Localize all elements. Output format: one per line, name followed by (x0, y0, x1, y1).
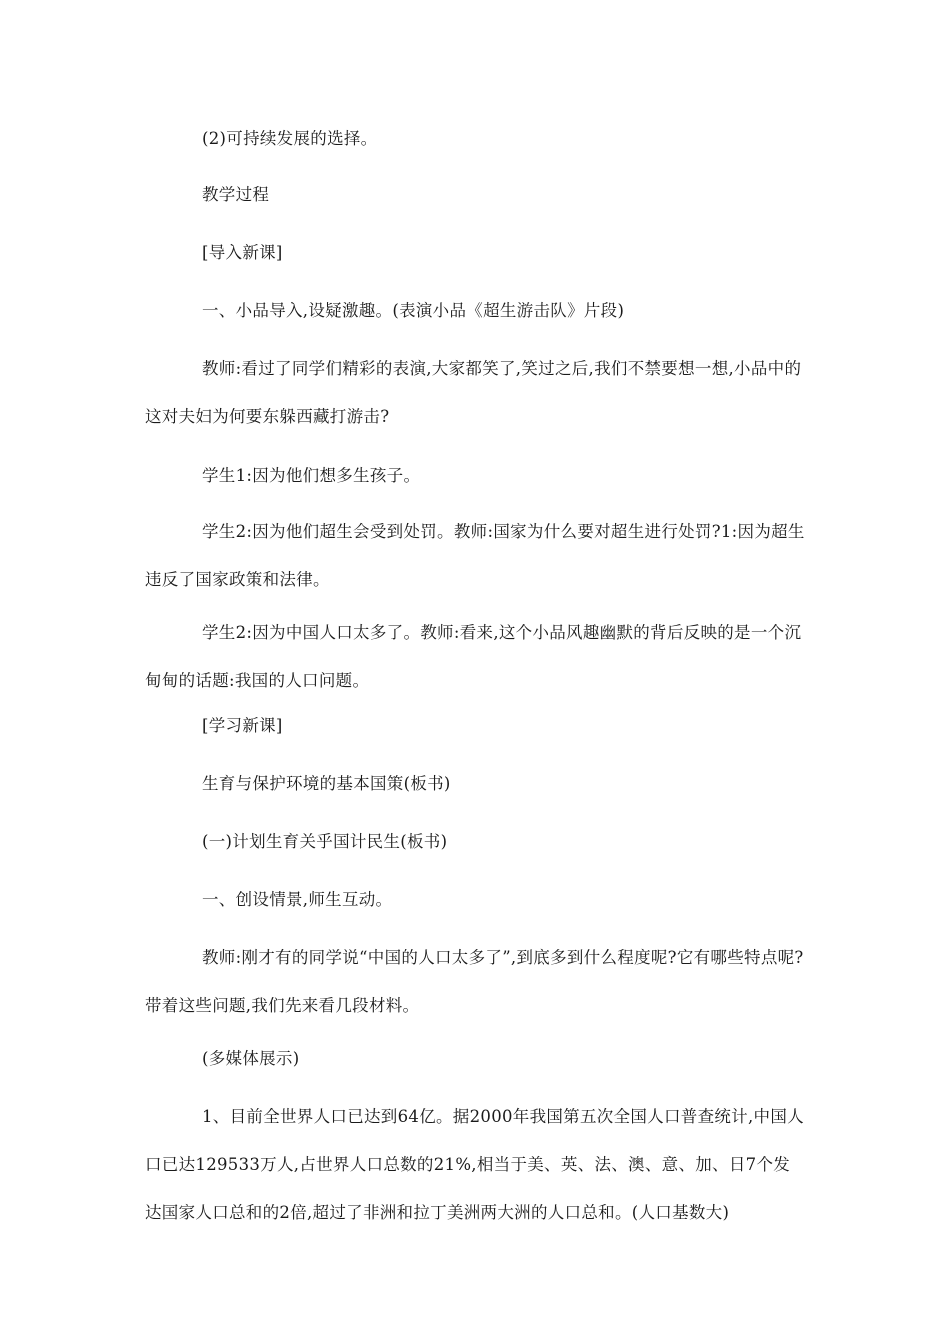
paragraph: 一、小品导入,设疑激趣。(表演小品《超生游击队》片段) (202, 301, 625, 320)
paragraph: (2)可持续发展的选择。 (202, 129, 378, 148)
paragraph: (多媒体展示) (202, 1049, 300, 1068)
section-heading: 教学过程 (202, 185, 270, 204)
paragraph: 学生1:因为他们想多生孩子。 (202, 466, 421, 485)
paragraph: 1、目前全世界人口已达到64亿。据2000年我国第五次全国人口普查统计,中国人口已达129533万人,占世界人口总数的21%,相当于美、英、法、澳、意、加、日7个发达国家人口总和的2倍,超过了非洲和拉丁美洲两大洲的人口总和。(人口基数大) (145, 1107, 804, 1222)
paragraph: 教师:刚才有的同学说“中国的人口太多了”,到底多到什么程度呢?它有哪些特点呢?带着这些问题,我们先来看几段材料。 (145, 948, 804, 1015)
paragraph: 学生2:因为他们超生会受到处罚。教师:国家为什么要对超生进行处罚?1:因为超生违反了国家政策和法律。 (145, 522, 805, 589)
paragraph: 一、创设情景,师生互动。 (202, 890, 393, 909)
section-heading: [学习新课] (202, 716, 283, 735)
board-heading: (一)计划生育关乎国计民生(板书) (202, 832, 448, 851)
paragraph: 学生2:因为中国人口太多了。教师:看来,这个小品风趣幽默的背后反映的是一个沉甸甸的话题:我国的人口问题。 (145, 623, 802, 690)
paragraph: 教师:看过了同学们精彩的表演,大家都笑了,笑过之后,我们不禁要想一想,小品中的这对夫妇为何要东躲西藏打游击? (145, 359, 802, 426)
board-heading: 生育与保护环境的基本国策(板书) (202, 774, 451, 793)
section-heading: [导入新课] (202, 243, 283, 262)
